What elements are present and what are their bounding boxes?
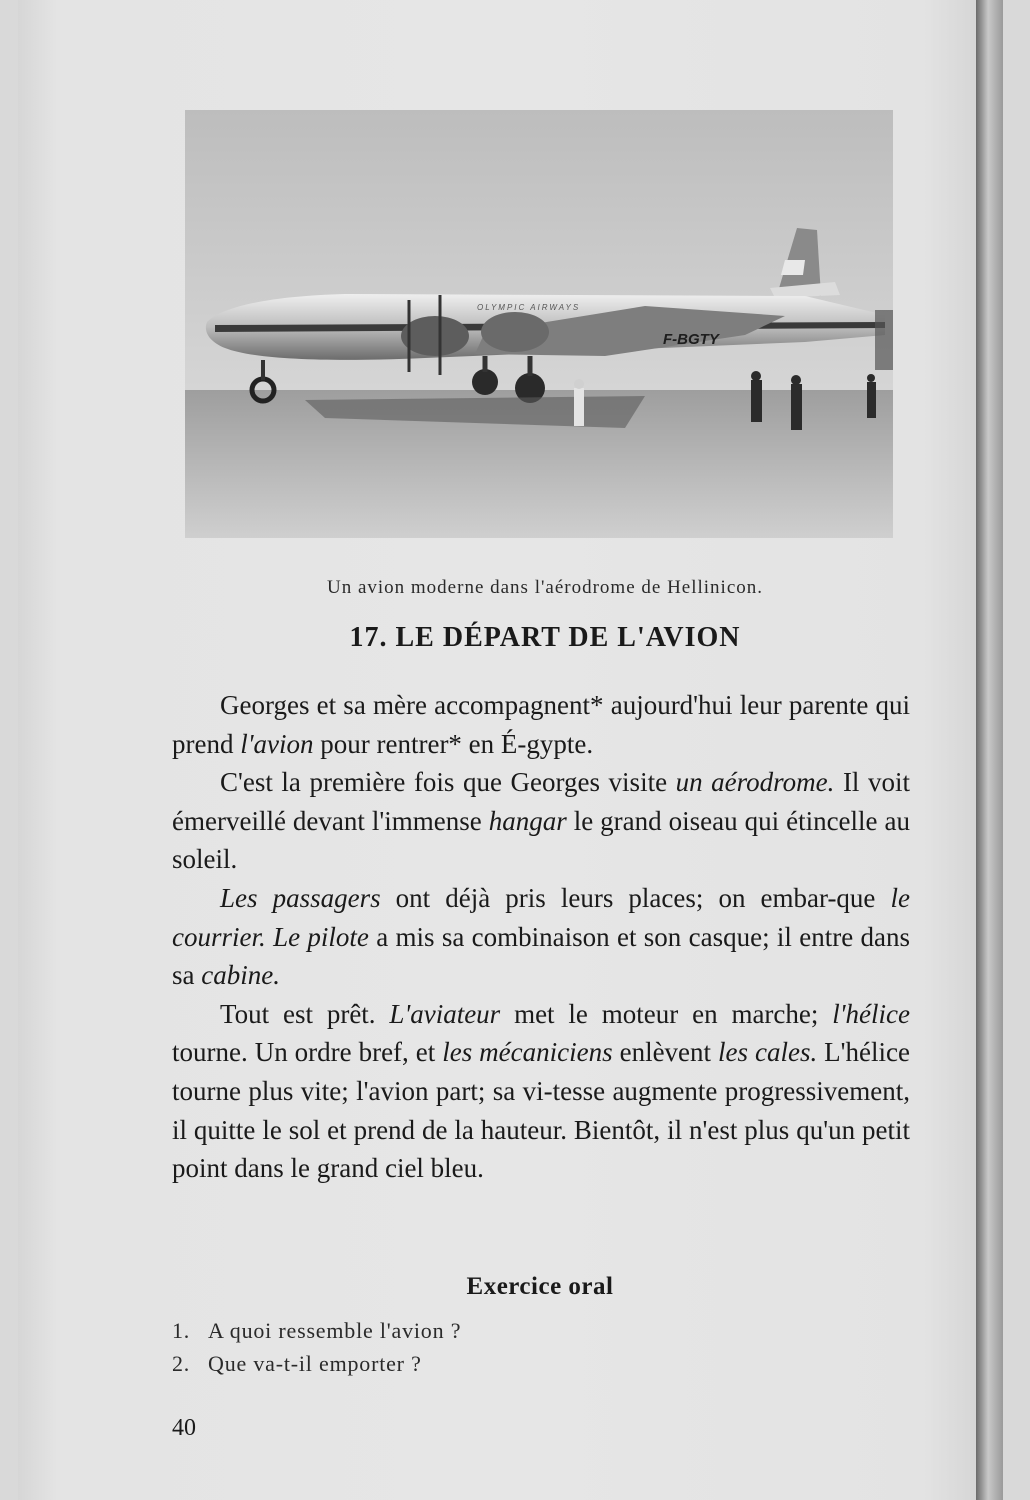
exercise-questions — [172, 1314, 772, 1380]
photo-caption: Un avion moderne dans l'aérodrome de Hellinicon. — [326, 577, 764, 598]
paragraph: Georges et sa mère accompagnent* aujourd'hui leur parente qui prend l'avion pour rentrer* en É-gypte. — [172, 690, 910, 759]
question-item — [172, 1347, 772, 1380]
question-number: 1. — [172, 1318, 191, 1343]
question-item — [172, 1314, 772, 1347]
registration-mark: F-BGTY — [663, 331, 719, 348]
airline-lettering: OLYMPIC AIRWAYS — [477, 303, 581, 312]
lesson-title: 17. LE DÉPART DE L'AVION — [349, 622, 741, 653]
question-number: 2. — [172, 1351, 191, 1376]
engine-2 — [481, 312, 549, 352]
paragraph: Tout est prêt. L'aviateur met le moteur en marche; l'hélice tourne. Un ordre bref, et les mécaniciens enlèvent les cales. L'hélice tourne plus vite; l'avion part; sa vi-tesse augmente progressivement, il quitte le sol et prend de la hauteur. Bientôt, il n'est plus qu'un petit point dans le grand ciel bleu. — [172, 998, 910, 1184]
engine-1 — [401, 316, 469, 356]
page-number: 40 — [172, 1415, 196, 1441]
question-text: Que va-t-il emporter ? — [208, 1351, 422, 1376]
book-spine-shadow — [976, 0, 1003, 1500]
question-text: A quoi ressemble l'avion ? — [208, 1318, 462, 1343]
tail-stripe — [781, 260, 805, 275]
paragraph: C'est la première fois que Georges visite un aérodrome. Il voit émerveillé devant l'immense hangar le grand oiseau qui étincelle au soleil. — [172, 767, 910, 875]
main-wheel-1 — [472, 369, 498, 395]
paragraph: Les passagers ont déjà pris leurs places; on embar-que le courrier. Le pilote a mis sa combinaison et son casque; il entre dans sa cabine. — [172, 882, 910, 991]
airplane-photo — [185, 110, 893, 538]
lesson-body — [172, 686, 910, 1188]
exercise-title: Exercice oral — [466, 1273, 614, 1300]
